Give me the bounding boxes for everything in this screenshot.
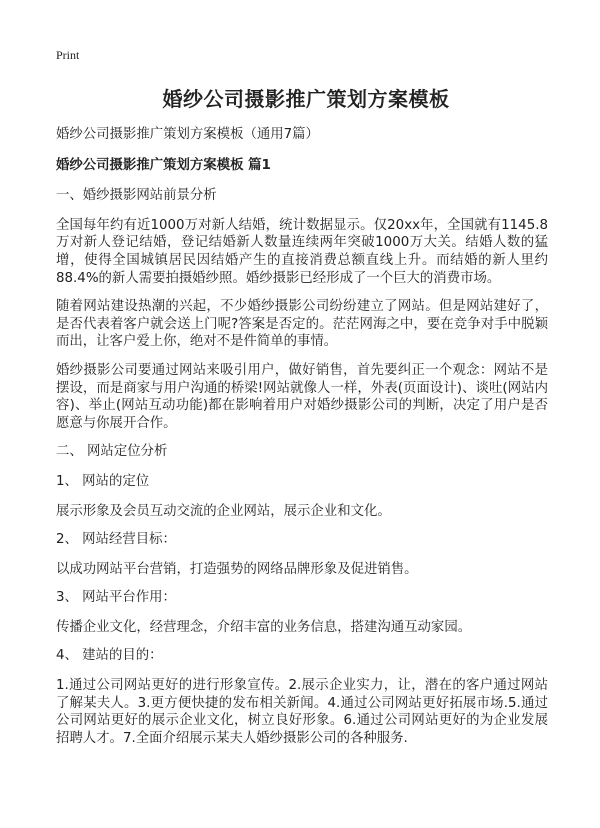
document-body: [56, 187, 548, 747]
paragraph: 以成功网站平台营销，打造强势的网络品牌形象及促进销售。: [56, 561, 418, 577]
document-title: 婚纱公司摄影推广策划方案模板: [162, 87, 450, 111]
section-heading: 二、 网站定位分析: [56, 444, 168, 460]
section-heading: 2、 网站经营目标：: [56, 532, 176, 548]
section-heading: 1、 网站的定位: [56, 473, 150, 489]
paragraph: 随着网站建设热潮的兴起，不少婚纱摄影公司纷纷建立了网站。但是网站建好了，是否代表着客户就会送上门呢?答案是否定的。茫茫网海之中，要在竞争对手中脱颖而出，让客户爱上你，绝对不是件简单的事情。: [56, 299, 548, 350]
section-heading: 3、 网站平台作用：: [56, 590, 176, 606]
document-subtitle: 婚纱公司摄影推广策划方案模板（通用7篇）: [56, 127, 319, 142]
document-page: [56, 48, 548, 758]
paragraph: 婚纱摄影公司要通过网站来吸引用户，做好销售，首先要纠正一个观念：网站不是摆设，而是商家与用户沟通的桥梁!网站就像人一样，外表(页面设计)、谈吐(网站内容)、举止(网站互动功能)都在影响着用户对婚纱摄影公司的判断，决定了用户是否愿意与你展开合作。: [56, 362, 548, 431]
article-heading: 婚纱公司摄影推广策划方案模板 篇1: [56, 157, 271, 173]
print-label[interactable]: Print: [56, 48, 80, 62]
paragraph: 传播企业文化，经营理念，介绍丰富的业务信息，搭建沟通互动家园。: [56, 619, 472, 635]
paragraph: 展示形象及会员互动交流的企业网站，展示企业和文化。: [56, 503, 391, 519]
paragraph: 1.通过公司网站更好的进行形象宣传。2.展示企业实力，让，潜在的客户通过网站了解某夫人。3.更方便快捷的发布相关新闻。4.通过公司网站更好拓展市场.5.通过公司网站更好的展示企业文化，树立良好形象。6.通过公司网站更好的为企业发展招聘人才。7.全面介绍展示某夫人婚纱摄影公司的各种服务.: [56, 678, 548, 746]
paragraph: 全国每年约有近1000万对新人结婚，统计数据显示。仅20xx年，全国就有1145.8万对新人登记结婚，登记结婚新人数量连续两年突破1000万大关。结婚人数的猛增，使得全国城镇居民因结婚产生的直接消费总额直线上升。而结婚的新人里约88.4%的新人需要拍摄婚纱照。婚纱摄影已经形成了一个巨大的消费市场。: [56, 217, 548, 286]
section-heading: 4、 建站的目的：: [56, 648, 163, 664]
section-heading: 一、婚纱摄影网站前景分析: [56, 188, 217, 204]
